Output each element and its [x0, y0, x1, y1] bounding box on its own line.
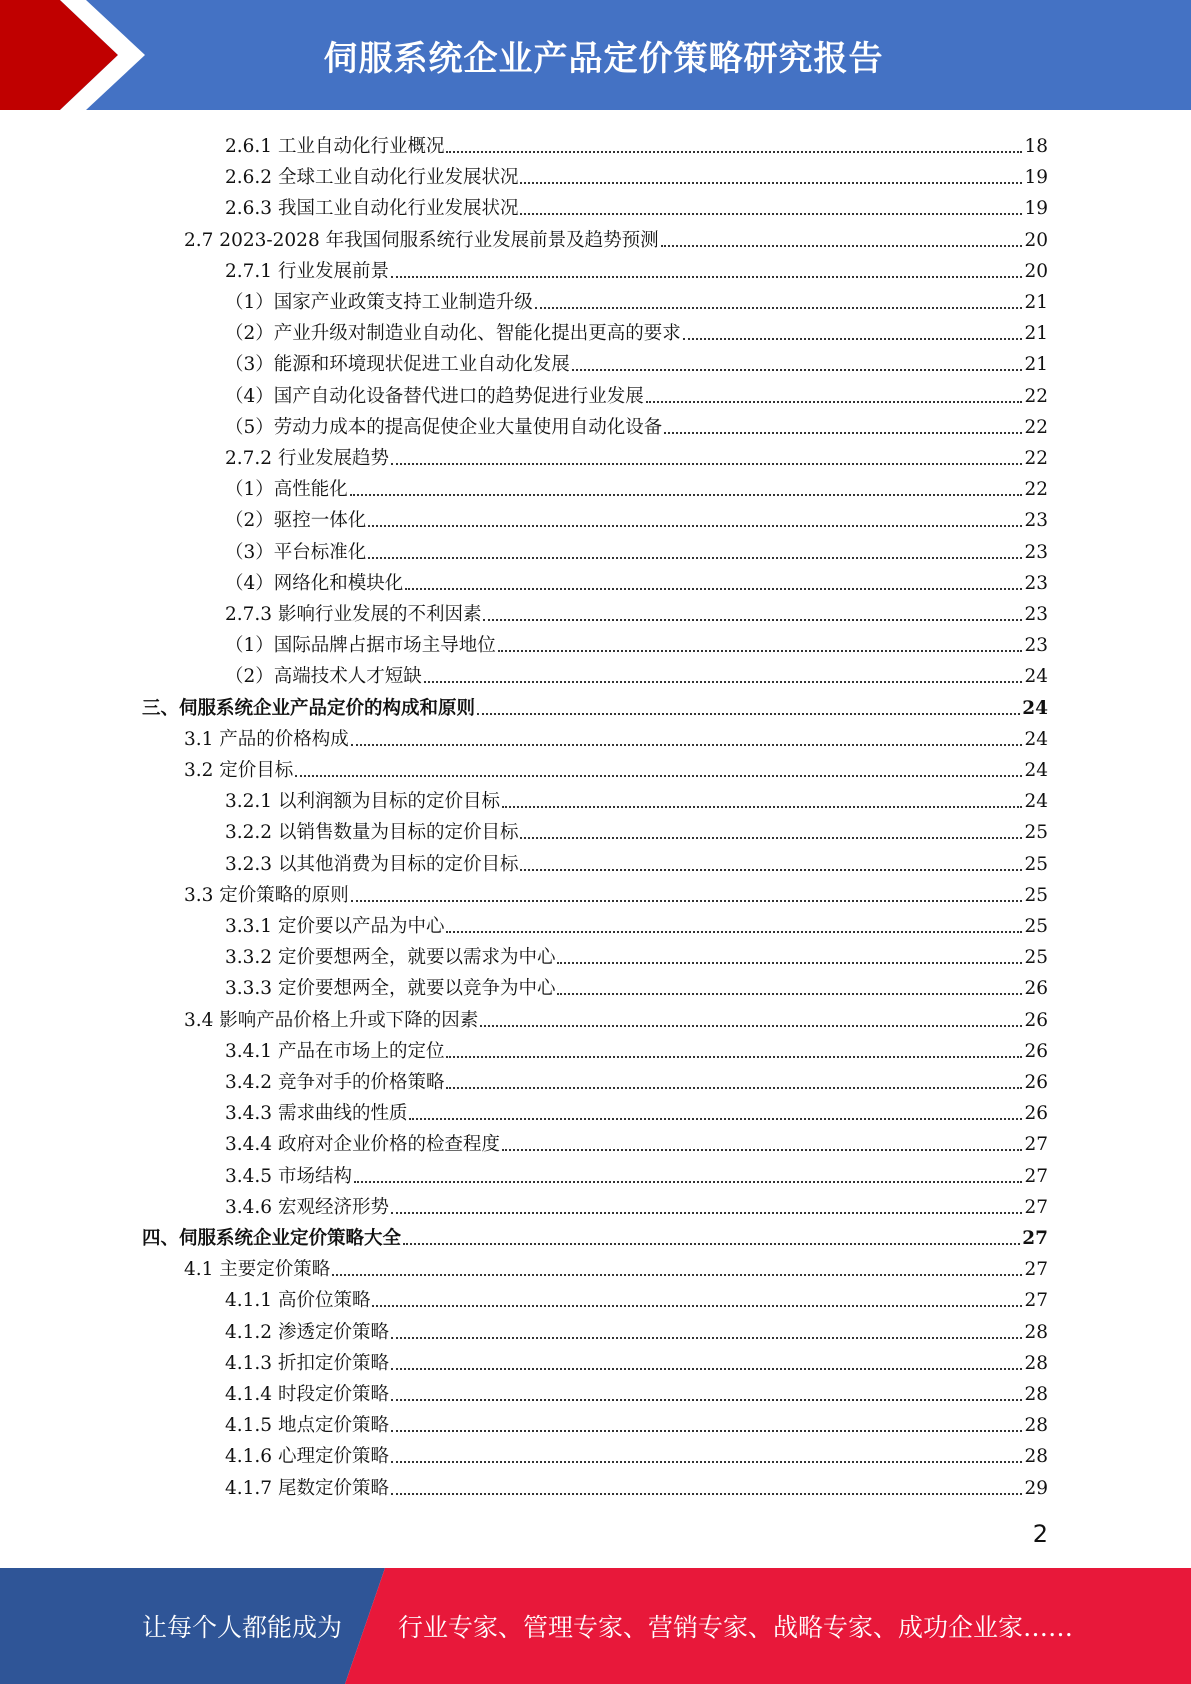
toc-dot-leader [646, 401, 1023, 403]
toc-entry-page: 24 [1022, 697, 1048, 719]
toc-entry[interactable] [225, 1188, 1048, 1219]
toc-entry-label: 4.1.4 时段定价策略 [225, 1384, 389, 1405]
toc-entry-label: （2）高端技术人才短缺 [225, 666, 422, 688]
toc-entry-page: 26 [1024, 1072, 1048, 1093]
toc-entry-page: 23 [1024, 510, 1048, 532]
toc-entry[interactable] [225, 969, 1048, 1000]
toc-entry-page: 21 [1024, 292, 1048, 313]
toc-entry-label: 3.1 产品的价格构成 [184, 728, 349, 750]
toc-dot-leader [372, 1305, 1022, 1307]
toc-entry[interactable] [225, 564, 1048, 595]
toc-entry-label: 4.1.1 高价位策略 [225, 1290, 371, 1312]
toc-entry[interactable] [225, 127, 1048, 158]
toc-entry-label: 4.1.3 折扣定价策略 [225, 1352, 389, 1374]
toc-entry-label: 2.7.1 行业发展前景 [225, 260, 389, 282]
toc-dot-leader [368, 525, 1022, 527]
toc-dot-leader [332, 1274, 1022, 1276]
toc-dot-leader [535, 307, 1023, 309]
toc-entry-page: 22 [1024, 448, 1048, 469]
toc-entry[interactable] [184, 751, 1048, 782]
toc-entry[interactable] [142, 689, 1048, 720]
toc-entry[interactable] [225, 470, 1048, 501]
toc-entry[interactable] [225, 938, 1048, 969]
toc-entry-label: （5）劳动力成本的提高促使企业大量使用自动化设备 [225, 416, 663, 438]
toc-dot-leader [557, 962, 1022, 964]
toc-entry-label: （1）高性能化 [225, 479, 348, 501]
toc-entry-label: 2.6.1 工业自动化行业概况 [225, 136, 445, 157]
toc-entry-label: （3）能源和环境现状促进工业自动化发展 [225, 354, 570, 376]
toc-entry[interactable] [225, 1313, 1048, 1344]
toc-entry[interactable] [184, 221, 1048, 252]
toc-dot-leader [502, 806, 1022, 808]
toc-entry[interactable] [225, 1406, 1048, 1437]
toc-dot-leader [520, 182, 1022, 184]
toc-entry-page: 19 [1024, 167, 1048, 189]
toc-entry[interactable] [225, 813, 1048, 844]
toc-entry-page: 27 [1024, 1290, 1048, 1312]
toc-dot-leader [391, 1493, 1022, 1495]
toc-entry[interactable] [225, 1437, 1048, 1468]
toc-entry[interactable] [225, 345, 1048, 376]
toc-entry-label: 4.1.2 渗透定价策略 [225, 1321, 389, 1343]
toc-entry-label: 2.7.2 行业发展趋势 [225, 448, 389, 469]
toc-entry[interactable] [225, 1344, 1048, 1375]
toc-entry-page: 27 [1024, 1259, 1048, 1281]
toc-dot-leader [520, 869, 1022, 871]
toc-dot-leader [351, 744, 1023, 746]
toc-entry[interactable] [225, 252, 1048, 283]
toc-entry-label: （2）驱控一体化 [225, 510, 367, 532]
toc-entry-label: 2.7.3 影响行业发展的不利因素 [225, 604, 482, 625]
toc-entry-label: 3.2 定价目标 [184, 760, 294, 781]
toc-entry[interactable] [225, 595, 1048, 626]
toc-entry-page: 29 [1024, 1477, 1048, 1499]
toc-dot-leader [295, 775, 1022, 777]
toc-entry-label: 2.7 2023-2028 年我国伺服系统行业发展前景及趋势预测 [184, 229, 659, 251]
toc-dot-leader [391, 463, 1022, 465]
toc-entry-label: 2.6.2 全球工业自动化行业发展状况 [225, 167, 519, 189]
toc-entry-label: 3.4.6 宏观经济形势 [225, 1196, 389, 1218]
toc-dot-leader [405, 588, 1022, 590]
toc-entry-page: 25 [1024, 916, 1048, 937]
toc-dot-leader [520, 213, 1022, 215]
toc-entry[interactable] [225, 1063, 1048, 1094]
toc-entry-page: 28 [1024, 1446, 1048, 1468]
toc-dot-leader [368, 557, 1022, 559]
toc-entry-page: 20 [1024, 229, 1048, 251]
toc-entry-label: 3.3.1 定价要以产品为中心 [225, 916, 445, 937]
toc-entry-label: 4.1.5 地点定价策略 [225, 1415, 389, 1437]
toc-entry-page: 27 [1022, 1228, 1048, 1249]
toc-entry-label: 四、伺服系统企业定价策略大全 [142, 1228, 402, 1249]
toc-entry-label: 3.4.5 市场结构 [225, 1165, 352, 1187]
toc-entry-page: 24 [1024, 760, 1048, 781]
toc-dot-leader [664, 432, 1022, 434]
toc-entry-label: 3.4.4 政府对企业价格的检查程度 [225, 1134, 500, 1156]
toc-entry-label: （3）平台标准化 [225, 541, 367, 563]
toc-entry-label: 4.1 主要定价策略 [184, 1259, 331, 1281]
toc-entry-page: 22 [1024, 385, 1048, 407]
toc-entry-page: 23 [1024, 635, 1048, 657]
toc-entry-page: 28 [1024, 1415, 1048, 1437]
toc-entry-label: 3.2.1 以利润额为目标的定价目标 [225, 791, 500, 813]
toc-entry-page: 19 [1024, 198, 1048, 220]
toc-dot-leader [391, 1399, 1022, 1401]
toc-entry[interactable] [225, 1375, 1048, 1406]
toc-entry[interactable] [225, 408, 1048, 439]
toc-entry-page: 20 [1024, 260, 1048, 282]
toc-dot-leader [403, 1243, 1020, 1245]
toc-entry[interactable] [184, 720, 1048, 751]
page-number: 2 [1032, 1520, 1048, 1548]
toc-entry[interactable] [184, 1001, 1048, 1032]
toc-dot-leader [391, 1368, 1022, 1370]
toc-entry-page: 25 [1024, 947, 1048, 969]
toc-entry-page: 28 [1024, 1352, 1048, 1374]
toc-entry-page: 24 [1024, 666, 1048, 688]
toc-entry-label: （4）网络化和模块化 [225, 572, 404, 594]
toc-dot-leader [446, 931, 1022, 933]
toc-entry-page: 24 [1024, 728, 1048, 750]
toc-dot-leader [391, 1337, 1022, 1339]
toc-dot-leader [409, 1118, 1022, 1120]
toc-entry[interactable] [184, 1250, 1048, 1281]
report-title: 伺服系统企业产品定价策略研究报告 [323, 38, 884, 79]
toc-entry-label: 4.1.6 心理定价策略 [225, 1446, 389, 1468]
toc-entry-page: 27 [1024, 1165, 1048, 1187]
toc-entry[interactable] [225, 1125, 1048, 1156]
toc-dot-leader [572, 369, 1023, 371]
toc-dot-leader [351, 900, 1023, 902]
toc-entry-page: 28 [1024, 1321, 1048, 1343]
toc-entry-label: 3.2.2 以销售数量为目标的定价目标 [225, 822, 519, 844]
toc-entry[interactable] [225, 439, 1048, 470]
toc-entry-page: 26 [1024, 978, 1048, 1000]
footer-slogan-right: 行业专家、管理专家、营销专家、战略专家、成功企业家…… [398, 1613, 1074, 1642]
toc-dot-leader [446, 1087, 1022, 1089]
toc-dot-leader [424, 681, 1023, 683]
toc-entry-label: 4.1.7 尾数定价策略 [225, 1477, 389, 1499]
toc-entry[interactable] [225, 1094, 1048, 1125]
toc-dot-leader [480, 1025, 1022, 1027]
toc-dot-leader [520, 837, 1022, 839]
toc-entry-label: 3.4.2 竞争对手的价格策略 [225, 1072, 445, 1093]
toc-entry[interactable] [225, 845, 1048, 876]
page-header [0, 0, 1191, 110]
toc-dot-leader [683, 338, 1023, 340]
toc-dot-leader [391, 1430, 1022, 1432]
toc-dot-leader [661, 245, 1023, 247]
toc-entry-page: 25 [1024, 884, 1048, 906]
toc-entry[interactable] [225, 626, 1048, 657]
toc-entry-page: 22 [1024, 479, 1048, 501]
toc-entry-page: 21 [1024, 323, 1048, 345]
toc-entry-page: 27 [1024, 1196, 1048, 1218]
toc-entry-page: 26 [1024, 1103, 1048, 1125]
toc-entry[interactable] [225, 782, 1048, 813]
toc-entry[interactable] [225, 158, 1048, 189]
toc-entry[interactable] [225, 501, 1048, 532]
toc-dot-leader [557, 993, 1022, 995]
toc-entry[interactable] [184, 876, 1048, 907]
toc-entry-label: 3.2.3 以其他消费为目标的定价目标 [225, 853, 519, 875]
toc-entry-label: 3.3 定价策略的原则 [184, 884, 349, 906]
footer-slogan-left: 让每个人都能成为 [142, 1613, 343, 1642]
toc-entry-label: （1）国际品牌占据市场主导地位 [225, 635, 496, 657]
toc-entry-page: 25 [1024, 853, 1048, 875]
toc-entry[interactable] [225, 533, 1048, 564]
toc-entry-label: （2）产业升级对制造业自动化、智能化提出更高的要求 [225, 323, 681, 345]
toc-entry-page: 23 [1024, 572, 1048, 594]
toc-entry[interactable] [142, 1219, 1048, 1250]
toc-dot-leader [477, 713, 1020, 715]
toc-entry-page: 28 [1024, 1384, 1048, 1405]
toc-entry[interactable] [225, 314, 1048, 345]
toc-dot-leader [350, 494, 1023, 496]
toc-dot-leader [391, 276, 1022, 278]
toc-entry-page: 26 [1024, 1040, 1048, 1062]
toc-entry-label: 3.4.3 需求曲线的性质 [225, 1103, 408, 1125]
toc-entry-label: 3.4.1 产品在市场上的定位 [225, 1040, 445, 1062]
toc-entry-page: 23 [1024, 541, 1048, 563]
toc-dot-leader [446, 151, 1022, 153]
toc-dot-leader [502, 1149, 1022, 1151]
toc-entry-page: 24 [1024, 791, 1048, 813]
toc-entry[interactable] [225, 377, 1048, 408]
toc-entry-page: 18 [1024, 136, 1048, 157]
toc-entry-label: （1）国家产业政策支持工业制造升级 [225, 292, 533, 313]
toc-dot-leader [391, 1212, 1022, 1214]
toc-entry-label: 3.3.3 定价要想两全，就要以竞争为中心 [225, 978, 556, 1000]
toc-entry-label: （4）国产自动化设备替代进口的趋势促进行业发展 [225, 385, 644, 407]
page-footer [0, 1568, 1191, 1684]
toc-entry-label: 2.6.3 我国工业自动化行业发展状况 [225, 198, 519, 220]
toc-entry-page: 21 [1024, 354, 1048, 376]
toc-entry[interactable] [225, 657, 1048, 688]
toc-entry[interactable] [225, 283, 1048, 314]
toc-dot-leader [354, 1181, 1023, 1183]
toc-entry-label: 3.3.2 定价要想两全，就要以需求为中心 [225, 947, 556, 969]
toc-entry-page: 26 [1024, 1009, 1048, 1031]
toc-entry[interactable] [225, 189, 1048, 220]
toc-entry-label: 三、伺服系统企业产品定价的构成和原则 [142, 697, 476, 719]
toc-dot-leader [483, 619, 1022, 621]
toc-dot-leader [498, 650, 1023, 652]
toc-entry-page: 23 [1024, 604, 1048, 625]
toc-entry-page: 22 [1024, 416, 1048, 438]
toc-entry[interactable] [225, 1157, 1048, 1188]
toc-entry[interactable] [225, 907, 1048, 938]
toc-dot-leader [446, 1056, 1022, 1058]
toc-entry[interactable] [225, 1469, 1048, 1500]
toc-entry[interactable] [225, 1032, 1048, 1063]
toc-entry[interactable] [225, 1281, 1048, 1312]
toc-dot-leader [391, 1461, 1022, 1463]
toc-entry-page: 27 [1024, 1134, 1048, 1156]
toc-entry-page: 25 [1024, 822, 1048, 844]
toc-entry-label: 3.4 影响产品价格上升或下降的因素 [184, 1009, 479, 1031]
